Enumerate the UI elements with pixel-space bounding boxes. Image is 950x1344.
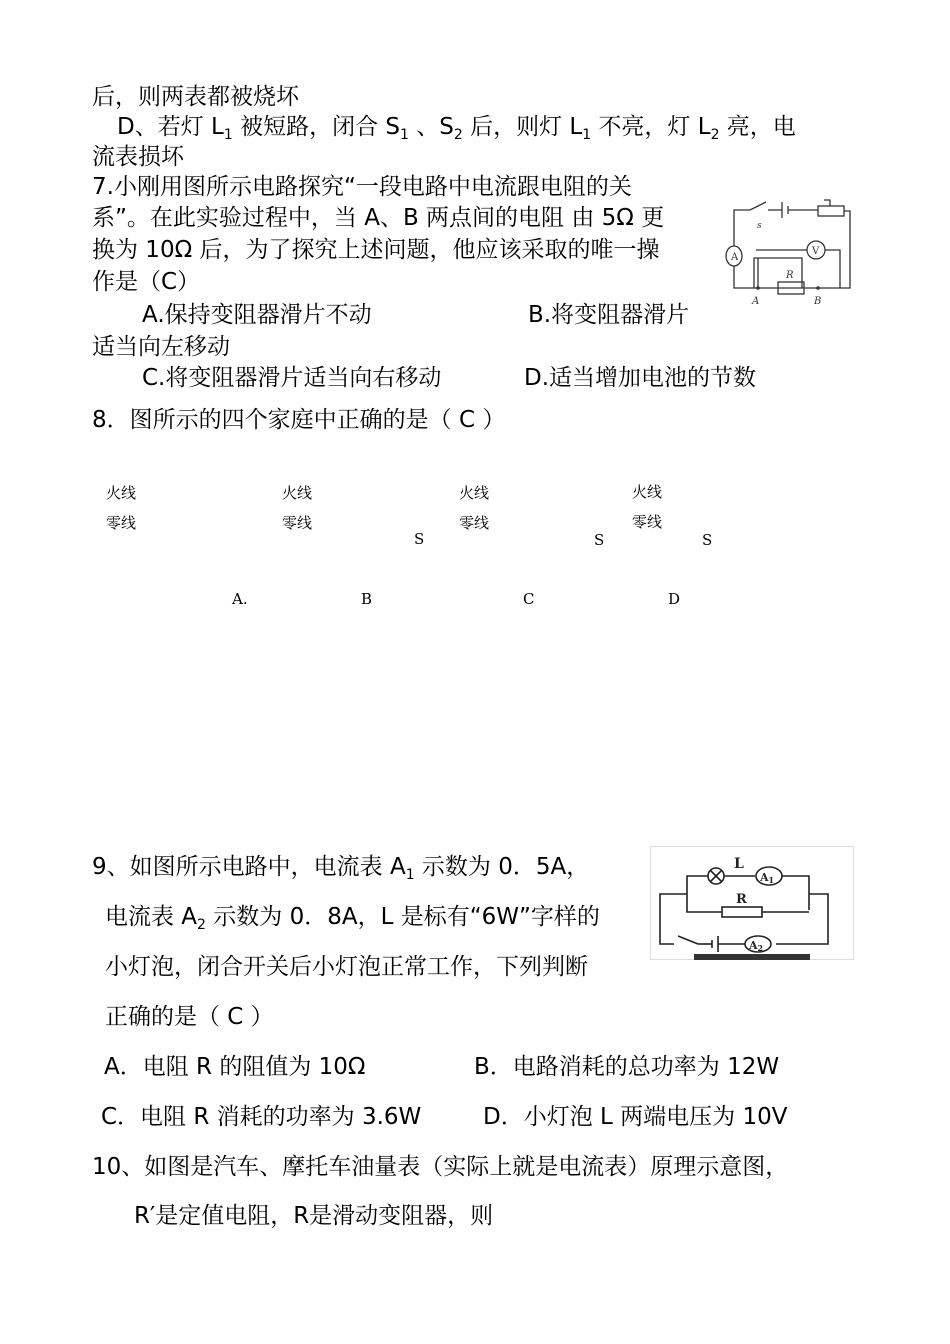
q8-switch-label: S [594,531,605,549]
text-fragment: 电流表 A [105,904,198,930]
text-line: 流表损坏 [92,144,184,170]
q8-option-label-b: B [361,590,373,608]
q8-neutral-wire-label-a: 零线 [106,514,137,532]
text-fragment: 亮，电 [719,114,796,140]
q9-circuit-diagram [650,846,854,960]
q9-option-c: C．电阻 R 消耗的功率为 3.6W [101,1104,422,1130]
q7-option-c: C.将变阻器滑片适当向右移动 [142,365,442,391]
q8-neutral-wire-label-c: 零线 [459,514,490,532]
q7-circuit-diagram [722,196,854,308]
q10-line: R′是定值电阻，R是滑动变阻器，则 [134,1203,494,1229]
text-fragment: 示数为 0．8A，L 是标有“6W”字样的 [205,904,600,930]
q7-fig-switch-label: s [757,221,762,231]
q10-line: 10、如图是汽车、摩托车油量表（实际上就是电流表）原理示意图， [92,1154,789,1180]
q9-fig-ammeter1-label [759,871,774,885]
q7-option-b: B.将变阻器滑片 [528,302,690,328]
q8-live-wire-label-d: 火线 [632,483,663,501]
q7-option-d: D.适当增加电池的节数 [524,365,757,391]
subscript: 2 [757,943,764,953]
text-fragment: A [749,939,758,952]
text-fragment: 、S [408,114,454,140]
q7-fig-point-a: A [752,296,760,307]
q9-line: 正确的是（ C ） [105,1004,274,1030]
subscript: 1 [223,127,233,143]
q9-option-b: B．电路消耗的总功率为 12W [474,1054,780,1080]
text-line: 后，则两表都被烧坏 [92,84,299,110]
q7-fig-resistor-label: R [786,270,794,281]
subscript: 1 [400,127,409,143]
q8-option-label-d: D [668,590,681,608]
q9-line [92,856,589,882]
q9-line: 小灯泡，闭合开关后小灯泡正常工作，下列判断 [105,954,588,980]
q7-line: 7.小刚用图所示电路探究“一段电路中电流跟电阻的关 [92,174,632,200]
text-fragment: 9、如图所示电路中，电流表 A [92,854,406,880]
q8-switch-label: S [414,530,425,548]
q8-live-wire-label-c: 火线 [459,484,490,502]
q7-line: 换为 10Ω 后，为了探究上述问题，他应该采取的唯一操 [92,237,660,263]
subscript: 2 [710,127,720,143]
q9-fig-caption-cutoff [694,954,810,960]
q8-live-wire-label-b: 火线 [282,484,313,502]
q8-neutral-wire-label-d: 零线 [632,513,663,531]
option-d-line [117,116,796,142]
q8-live-wire-label-a: 火线 [106,484,137,502]
q8-question: 8．图所示的四个家庭中正确的是（ C ） [92,407,506,433]
q7-fig-voltmeter-label: V [812,246,820,257]
text-fragment: 被短路，闭合 S [232,114,400,140]
subscript: 2 [197,917,206,933]
q8-switch-label: S [702,531,713,549]
q9-fig-resistor-label: R [736,892,747,907]
q7-line: 作是（C） [92,269,201,295]
q9-option-a: A．电阻 R 的阻值为 10Ω [104,1054,366,1080]
text-fragment: A [760,871,769,884]
q7-fig-ammeter-label: A [731,252,739,263]
q7-option-a: A.保持变阻器滑片不动 [142,302,372,328]
q7-line: 系”。在此实验过程中，当 A、B 两点间的电阻 由 5Ω 更 [92,205,665,231]
q9-fig-lamp-label: L [734,856,744,872]
text-fragment: 不亮，灯 L [591,114,711,140]
text-fragment: D、若灯 L [117,114,224,140]
subscript: 1 [405,867,415,883]
subscript: 1 [582,127,592,143]
subscript: 1 [768,875,775,885]
text-fragment: 后，则灯 L [462,114,583,140]
q7-option-b-cont: 适当向左移动 [92,334,230,360]
subscript: 2 [453,127,463,143]
q9-fig-ammeter2-label [748,939,763,953]
q9-line [105,906,600,932]
text-fragment: 示数为 0．5A， [414,854,590,880]
q7-fig-point-b: B [814,296,822,307]
q9-option-d: D．小灯泡 L 两端电压为 10V [483,1104,788,1130]
q8-option-label-c: C [523,590,535,608]
q8-neutral-wire-label-b: 零线 [282,514,313,532]
q8-option-label-a: A. [232,590,248,608]
